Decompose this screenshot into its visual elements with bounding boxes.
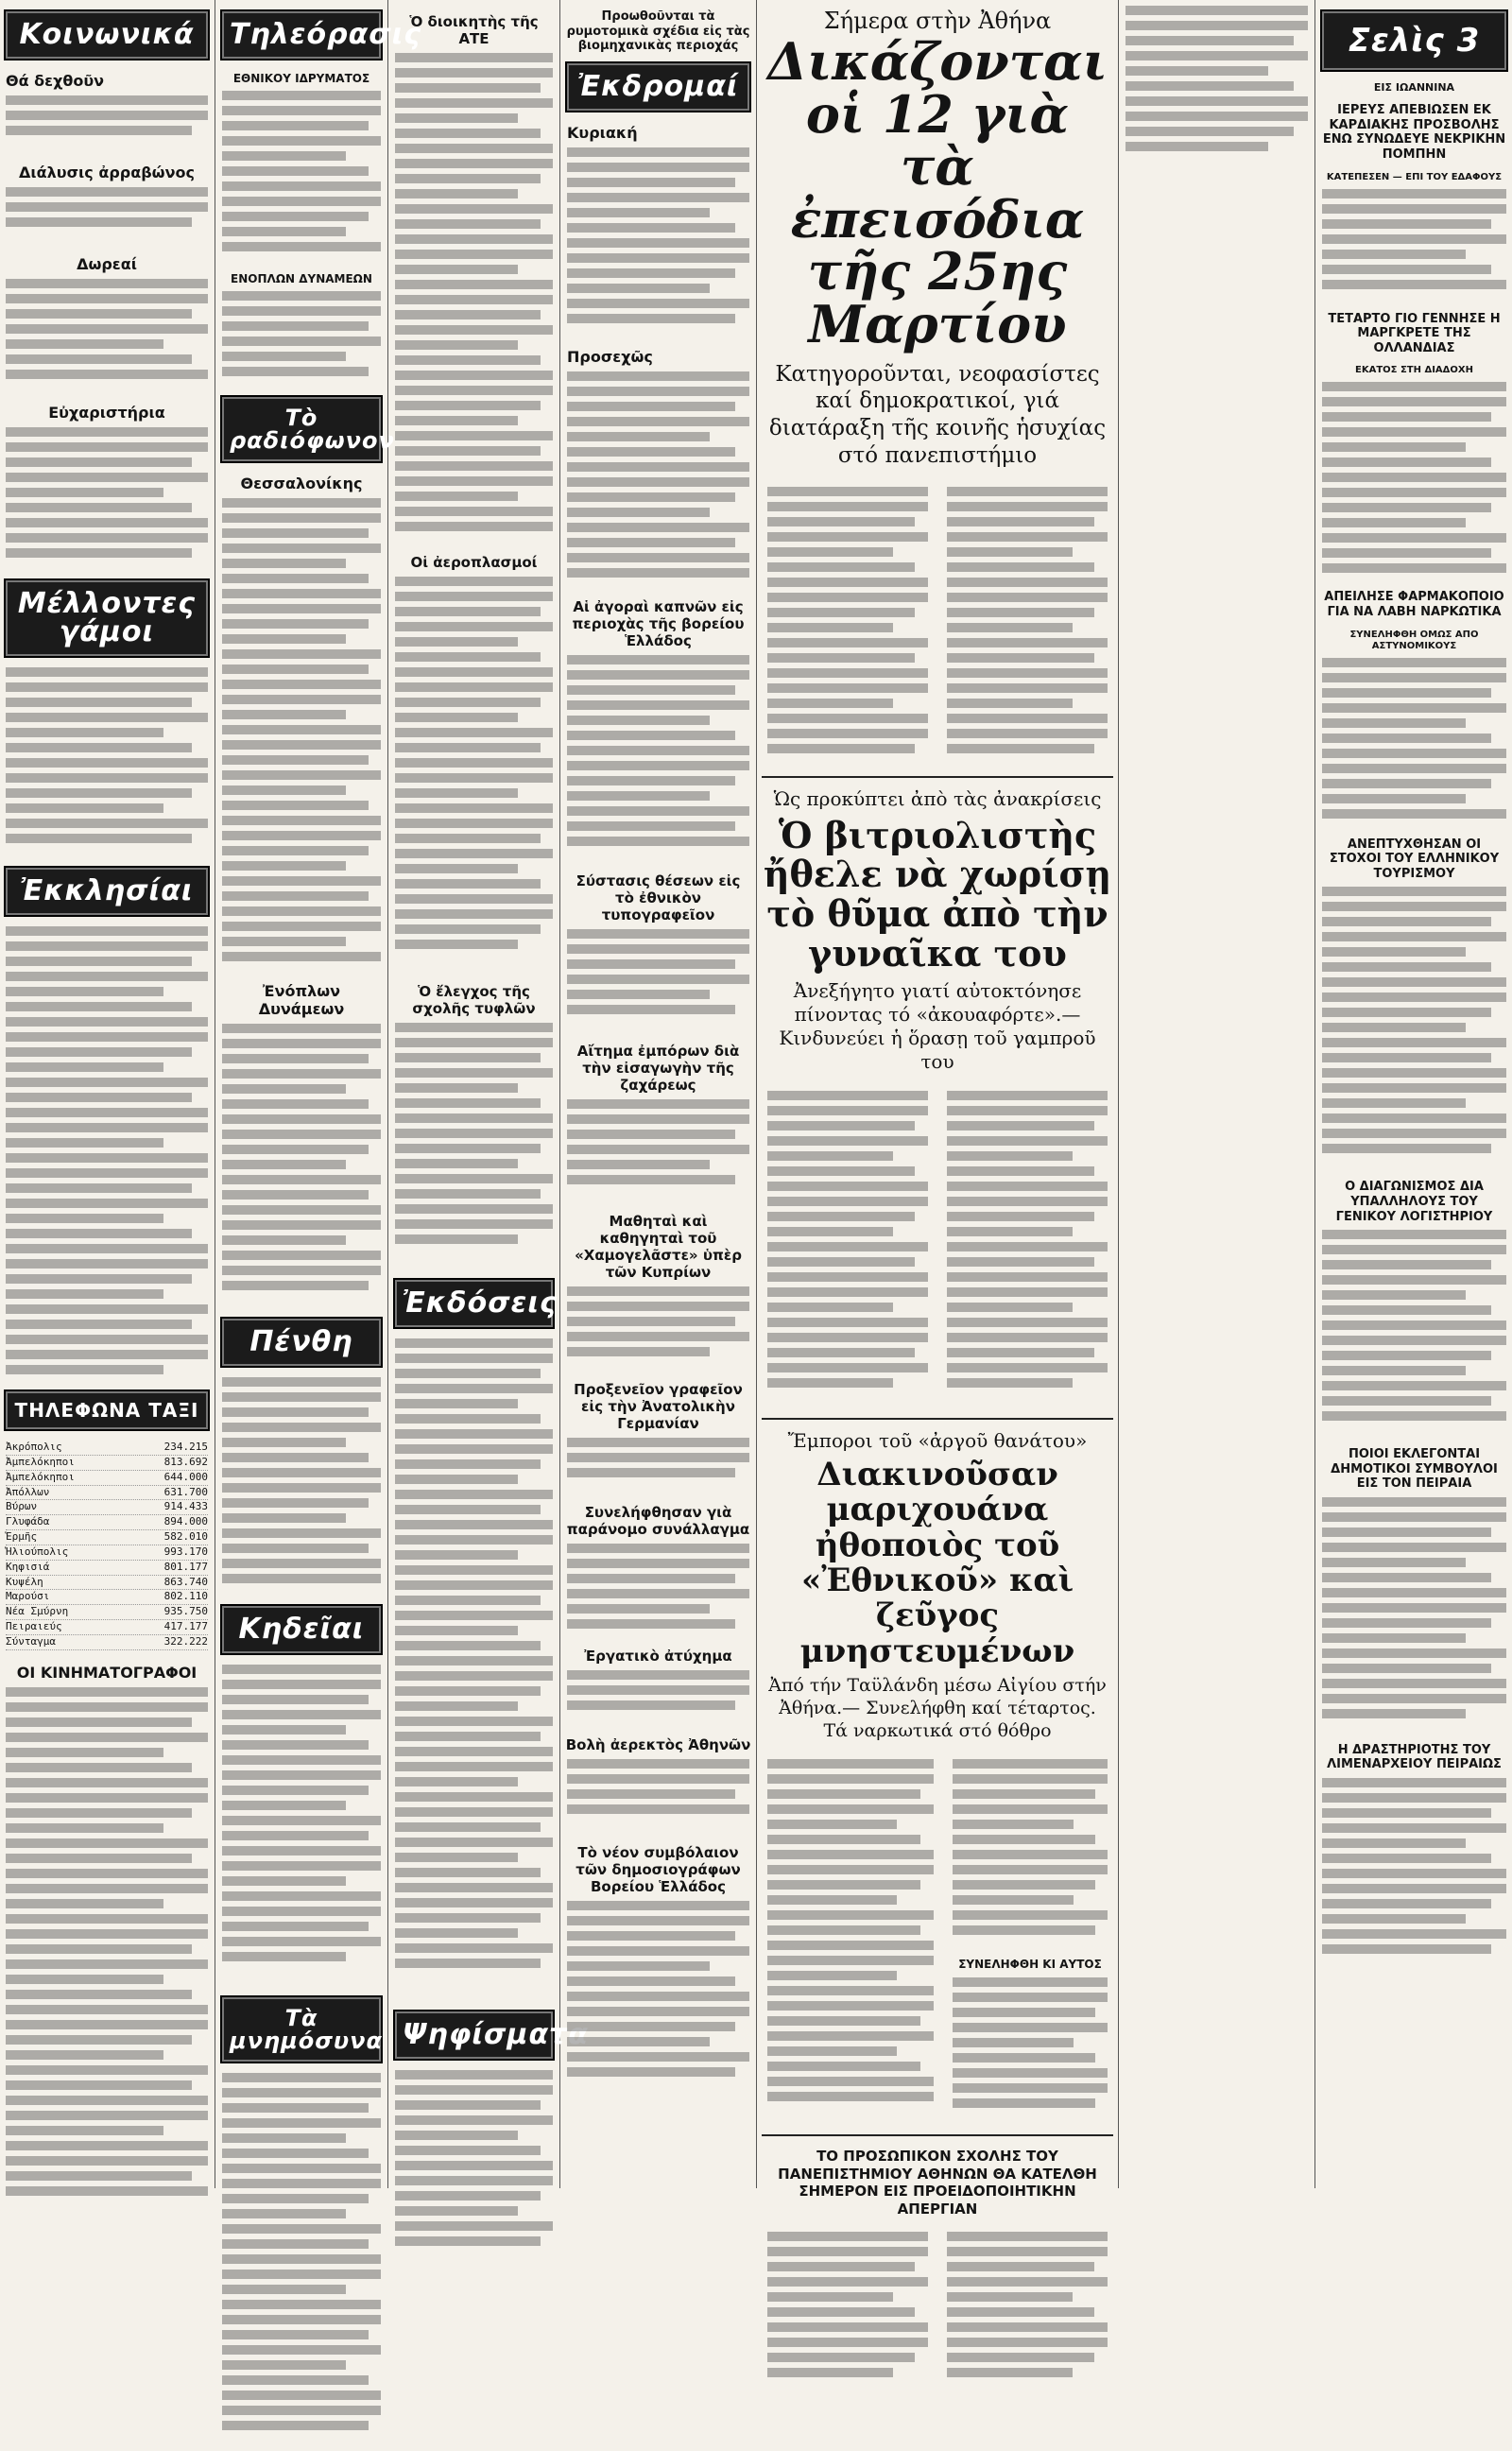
section-banner: Πένθη: [220, 1317, 383, 1368]
taxi-name: Κηφισιά: [6, 1560, 50, 1573]
taxi-name: Νέα Σμύρνη: [6, 1605, 69, 1618]
article-headline: Ἐργατικὸ ἀτύχημα: [584, 1647, 732, 1665]
taxi-row: [6, 1500, 208, 1515]
taxi-number: 993.170: [163, 1545, 208, 1558]
column-3: [389, 0, 589, 2188]
story-deck: Ἀπό τήν Ταϋλάνδη μέσω Αἰγίου στήν Ἀθήνα.— Συνελήφθη καί τέταρτος. Τά ναρκωτικά στό θόθρο: [768, 1675, 1107, 1741]
taxi-name: Σύνταγμα: [6, 1634, 56, 1648]
story-subheading: ΣΥΝΕΛΗΦΘΗ ΚΙ ΑΥΤΟΣ: [958, 1958, 1102, 1972]
page-number-banner: Σελὶς 3: [1320, 9, 1508, 72]
section-banner: Ἐκκλησίαι: [4, 866, 210, 917]
section-subheading: Προσεχῶς: [567, 347, 653, 366]
taxi-name: Μαρούσι: [6, 1590, 50, 1603]
article-headline: Ο ΔΙΑΓΩΝΙΣΜΟΣ ΔΙΑ ΥΠΑΛΛΗΛΟΥΣ ΤΟΥ ΓΕΝΙΚΟΥ ΛΟΓΙΣΤΗΡΙΟΥ: [1335, 1180, 1493, 1224]
taxi-name: Γλυφάδα: [6, 1515, 50, 1528]
lead-headline: Δικάζονται οἱ 12 γιὰ τὰ ἐπεισόδια τῆς 25ης Μαρτίου: [767, 31, 1108, 355]
section-subheading: Διάλυσις ἀρραβώνος: [19, 164, 195, 181]
taxi-name: Ἑρμῆς: [6, 1530, 38, 1544]
section-banner: Ψηφίσματα: [393, 2010, 555, 2061]
main-stories: [758, 0, 1117, 2218]
story-deck: Ἀνεξήγητο γιατί αὐτοκτόνησε πίνοντας τό «ἀκουαφόρτε».— Κινδυνεύει ἡ ὅρασῃ τοῦ γαμπροῦ του: [779, 978, 1096, 1073]
section-subheading: Κυριακή: [567, 123, 638, 142]
article-subheading: ΣΥΝΕΛΗΦΘΗ ΟΜΩΣ ΑΠΟ ΑΣΤΥΝΟΜΙΚΟΥΣ: [1349, 629, 1479, 651]
taxi-number: 582.010: [163, 1530, 208, 1544]
taxi-name: Βύρων: [6, 1500, 38, 1513]
taxi-name: Ἡλιούπολις: [6, 1545, 69, 1558]
article-kicker: ΕΙΣ ΙΩΑΝΝΙΝΑ: [1373, 81, 1455, 94]
taxi-row: [6, 1441, 208, 1456]
article-headline: ΑΝΕΠΤΥΧΘΗΣΑΝ ΟΙ ΣΤΟΧΟΙ ΤΟΥ ΕΛΛΗΝΙΚΟΥ ΤΟΥΡΙΣΜΟΥ: [1329, 837, 1500, 881]
taxi-number: 417.177: [163, 1620, 208, 1633]
taxi-row: [6, 1576, 208, 1591]
column-2: [216, 0, 422, 2188]
taxi-name: Ἀμπελόκηποι: [6, 1470, 75, 1483]
taxi-number: 863.740: [163, 1575, 208, 1588]
section-banner: Μέλλοντες γάμοι: [4, 578, 210, 658]
article-headline: Οἱ ἀεροπλασμοί: [410, 554, 538, 571]
article-headline: ΠΟΙΟΙ ΕΚΛΕΓΟΝΤΑΙ ΔΗΜΟΤΙΚΟΙ ΣΥΜΒΟΥΛΟΙ ΕΙΣ ΤΟΝ ΠΕΙΡΑΙΑ: [1331, 1447, 1498, 1492]
taxi-number: 914.433: [163, 1500, 208, 1513]
article-headline: Αἱ ἀγοραὶ καπνῶν εἰς περιοχὰς τῆς βορείου Ἑλλάδος: [572, 597, 745, 649]
section-banner: ΤΗΛΕΦΩΝΑ ΤΑΞΙ: [4, 1389, 210, 1431]
lead-deck: Κατηγοροῦνται, νεοφασίστες καί δημοκρατικοί, γιά διατάραξη τῆς κοινῆς ἡσυχίας στό πανεπιστήμιο: [768, 361, 1107, 468]
article-headline: ΤΕΤΑΡΤΟ ΓΙΟ ΓΕΝΝΗΣΕ Η ΜΑΡΓΚΡΕΤΕ ΤΗΣ ΟΛΛΑΝΔΙΑΣ: [1328, 311, 1501, 355]
taxi-number: 631.700: [163, 1485, 208, 1498]
article-headline: Προωθοῦνται τὰ ρυμοτομικὰ σχέδια εἰς τὰς βιομηχανικὰς περιοχάς: [566, 9, 750, 54]
story-headline: ΤΟ ΠΡΟΣΩΠΙΚΟΝ ΣΧΟΛΗΣ ΤΟΥ ΠΑΝΕΠΙΣΤΗΜΙΟΥ ΑΘΗΝΩΝ ΘΑ ΚΑΤΕΛΘΗ ΣΗΜΕΡΟΝ ΕΙΣ ΠΡΟΕΙΔΟΠΟΙΗΤΙΚΗΝ ΑΠΕΡΓΙΑΝ: [778, 2147, 1097, 2218]
story-kicker: Ὡς προκύπτει ἀπὸ τὰς ἀνακρίσεις: [773, 786, 1102, 810]
taxi-row: [6, 1486, 208, 1501]
section-banner: Κηδεῖαι: [220, 1604, 383, 1655]
taxi-name: Κυψέλη: [6, 1575, 43, 1588]
section-banner: Κοινωνικά: [4, 9, 210, 60]
taxi-row: [6, 1545, 208, 1561]
article-headline: Μαθηταὶ καὶ καθηγηταὶ τοῦ «Χαμογελᾶστε» ὑπὲρ τῶν Κυπρίων: [575, 1212, 742, 1281]
story-kicker: Ἔμποροι τοῦ «ἀργοῦ θανάτου»: [787, 1428, 1088, 1452]
article-subheading: ΕΚΑΤΟΣ ΣΤΗ ΔΙΑΔΟΧΗ: [1355, 365, 1473, 376]
taxi-number: 322.222: [163, 1634, 208, 1648]
taxi-row: [6, 1471, 208, 1486]
section-banner: Ἐκδρομαί: [565, 61, 751, 112]
story-headline: Διακινοῦσαν μαριχουάνα ἠθοποιὸς τοῦ «Ἐθνικοῦ» καὶ ζεῦγος μνηστευμένων: [799, 1455, 1075, 1670]
article-headline: Ὁ ἔλεγχος τῆς σχολῆς τυφλῶν: [412, 983, 536, 1017]
section-subheading: Θεσσαλονίκης: [240, 475, 363, 492]
column-4: [561, 0, 755, 2188]
taxi-row: [6, 1456, 208, 1471]
taxi-row: [6, 1530, 208, 1545]
taxi-row: [6, 1605, 208, 1620]
section-banner: Τὰ μνημόσυνα: [220, 1995, 383, 2063]
story-headline: Ὁ βιτριολιστὴς ἤθελε νὰ χωρίσῃ τὸ θῦμα ἀπὸ τὴν γυναῖκα του: [763, 813, 1112, 975]
taxi-number: 894.000: [163, 1515, 208, 1528]
section-banner: Τὸ ραδιόφωνον: [220, 395, 383, 463]
taxi-number: 813.692: [163, 1455, 208, 1468]
section-subheading: Εὐχαριστήρια: [48, 404, 165, 422]
taxi-name: Πειραιεύς: [6, 1620, 62, 1633]
section-subheading: Δωρεαί: [77, 255, 137, 273]
taxi-name: Ἀμπελόκηποι: [6, 1455, 75, 1468]
column-1: [0, 0, 214, 2188]
article-headline: Βολὴ ἀερεκτὸς Ἀθηνῶν: [565, 1735, 751, 1753]
section-subheading: Ἐνόπλων Δυνάμεων: [258, 982, 345, 1018]
taxi-number: 935.750: [163, 1605, 208, 1618]
taxi-row: [6, 1620, 208, 1635]
section-subheading: ΟΙ ΚΙΝΗΜΑΤΟΓΡΑΦΟΙ: [16, 1663, 198, 1682]
section-banner: Τηλεόρασις: [220, 9, 383, 60]
article-headline: Η ΔΡΑΣΤΗΡΙΟΤΗΣ ΤΟΥ ΛΙΜΕΝΑΡΧΕΙΟΥ ΠΕΙΡΑΙΩΣ: [1327, 1742, 1502, 1772]
taxi-row: [6, 1515, 208, 1530]
column-far-right: [1316, 0, 1512, 2188]
taxi-number: 802.110: [163, 1590, 208, 1603]
section-subheading: Θά δεχθοῦν: [6, 72, 105, 90]
article-headline: Προξενεῖον γραφεῖον εἰς τὴν Ἀνατολικὴν Γερμανίαν: [574, 1380, 743, 1432]
story-kicker: Σήμερα στὴν Ἀθήνα: [823, 8, 1052, 34]
article-headline: Τὸ νέον συμβόλαιον τῶν δημοσιογράφων Βορείου Ἑλλάδος: [576, 1843, 741, 1895]
article-headline: Συνελήφθησαν γιὰ παράνομο συνάλλαγμα: [566, 1503, 750, 1538]
taxi-row: [6, 1590, 208, 1605]
section-subheading: ΕΘΝΙΚΟΥ ΙΔΡΥΜΑΤΟΣ: [232, 72, 370, 85]
article-headline: ΙΕΡΕΥΣ ΑΠΕΒΙΩΣΕΝ ΕΚ ΚΑΡΔΙΑΚΗΣ ΠΡΟΣΒΟΛΗΣ ΕΝΩ ΣΥΝΩΔΕΥΕ ΝΕΚΡΙΚΗΝ ΠΟΜΠΗΝ: [1322, 103, 1506, 162]
article-headline: ΑΠΕΙΛΗΣΕ ΦΑΡΜΑΚΟΠΟΙΟ ΓΙΑ ΝΑ ΛΑΒΗ ΝΑΡΚΩΤΙΚΑ: [1324, 590, 1504, 619]
taxi-name: Ἀπόλλων: [6, 1485, 50, 1498]
section-banner: Ἐκδόσεις: [393, 1278, 555, 1329]
taxi-phone-list: [6, 1441, 208, 1650]
taxi-name: Ἀκρόπολις: [6, 1441, 62, 1453]
article-headline: Αἴτημα ἐμπόρων διὰ τὴν εἰσαγωγὴν τῆς ζαχάρεως: [576, 1042, 740, 1094]
article-headline: Ὁ διοικητὴς τῆς ΑΤΕ: [409, 13, 539, 47]
taxi-row: [6, 1561, 208, 1576]
taxi-number: 644.000: [163, 1470, 208, 1483]
article-headline: Σύστασις θέσεων εἰς τὸ ἐθνικὸν τυπογραφεῖον: [576, 872, 741, 923]
taxi-row: [6, 1635, 208, 1650]
taxi-number: 801.177: [163, 1560, 208, 1573]
section-subheading: ΕΝΟΠΛΩΝ ΔΥΝΑΜΕΩΝ: [231, 272, 372, 285]
column-right: [1120, 0, 1314, 2188]
taxi-number: 234.215: [163, 1441, 208, 1453]
article-subheading: ΚΑΤΕΠΕΣΕΝ — ΕΠΙ ΤΟΥ ΕΔΑΦΟΥΣ: [1326, 171, 1503, 182]
